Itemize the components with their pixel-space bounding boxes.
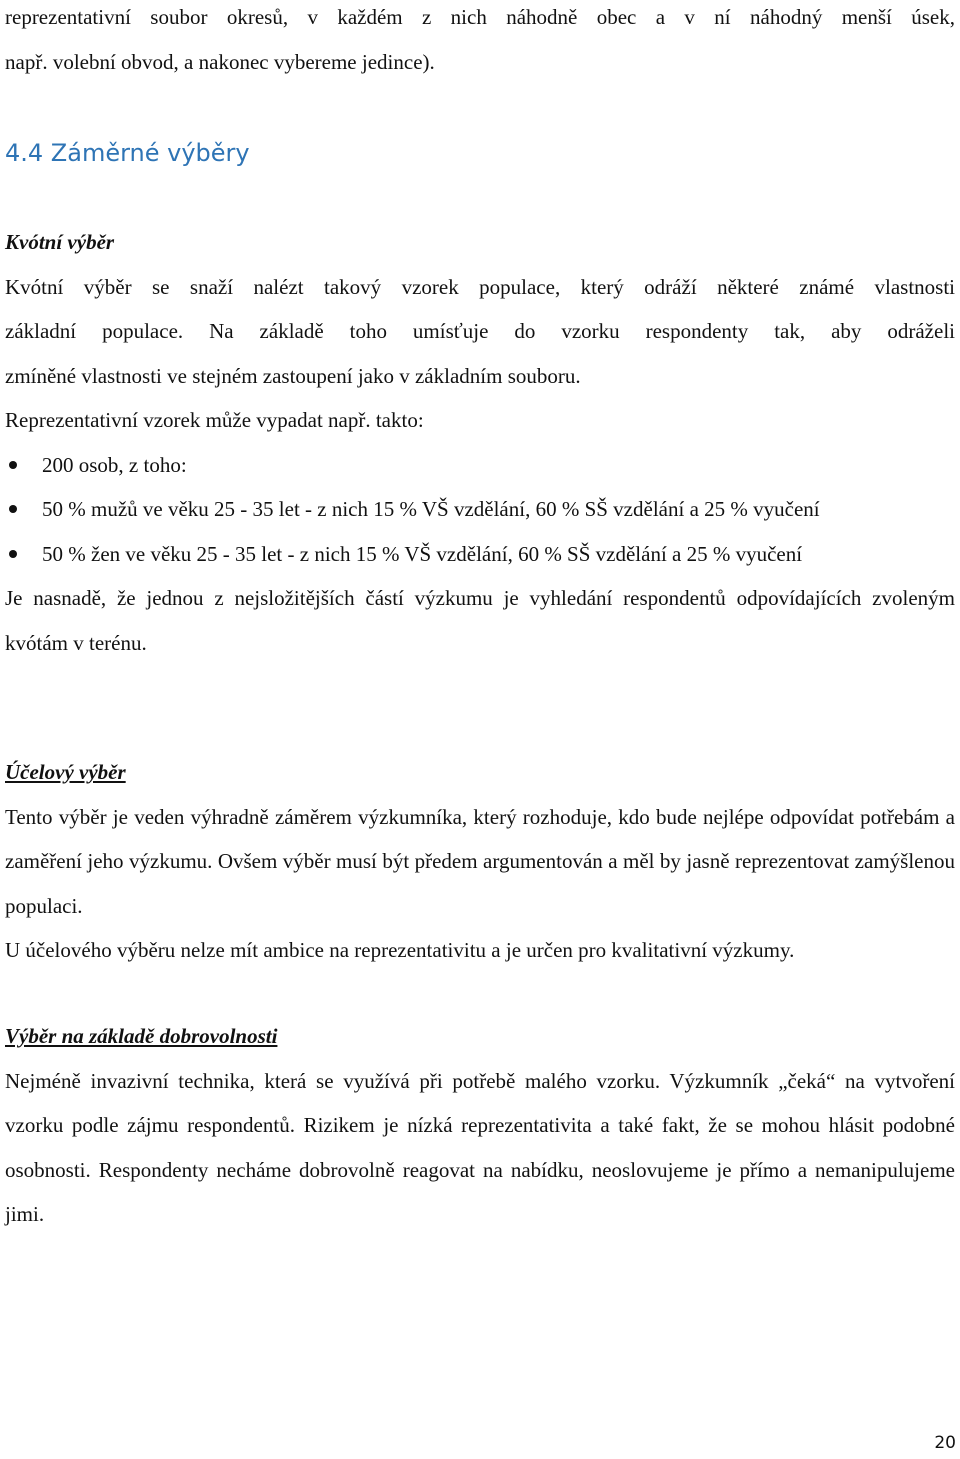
kvotni-para3: Je nasnadě, že jednou z nejsložitějších částí výzkumu je vyhledání respondentů odpovídajících zvoleným kvótám v terénu. bbox=[5, 586, 955, 655]
bullet-icon bbox=[9, 550, 17, 558]
kvotni-para1-line1: Kvótní výběr se snaží nalézt takový vzorek populace, který odráží některé známé vlastnosti bbox=[5, 274, 955, 299]
bullet-icon bbox=[9, 461, 17, 469]
section-ucelovy bbox=[5, 750, 955, 973]
list-item bbox=[5, 487, 955, 532]
intro-paragraph bbox=[5, 0, 955, 84]
section-dobrovolnost bbox=[5, 1014, 955, 1237]
kvotni-para2: Reprezentativní vzorek může vypadat např. takto: bbox=[5, 408, 424, 432]
ucelovy-para1: Tento výběr je veden výhradně záměrem výzkumníka, který rozhoduje, kdo bude nejlépe odpovídat potřebám a zaměření jeho výzkumu. Ovšem výběr musí být předem argumentován a měl by jasně reprezentovat zamýšlenou populaci. bbox=[5, 804, 955, 918]
bullet-text: 50 % žen ve věku 25 - 35 let - z nich 15 % VŠ vzdělání, 60 % SŠ vzdělání a 25 % vyučení bbox=[42, 541, 803, 566]
dobrovolnost-heading: Výběr na základě dobrovolnosti bbox=[5, 1024, 278, 1048]
bullet-icon bbox=[9, 505, 17, 513]
intro-line-2: např. volební obvod, a nakonec vybereme jedince). bbox=[5, 49, 435, 74]
section-kvotni bbox=[5, 220, 955, 665]
bullet-text: 200 osob, z toho: bbox=[42, 452, 187, 477]
ucelovy-heading: Účelový výběr bbox=[5, 760, 126, 784]
ucelovy-para2: U účelového výběru nelze mít ambice na reprezentativitu a je určen pro kvalitativní výzkumy. bbox=[5, 938, 795, 962]
kvotni-para1-line2: základní populace. Na základě toho umísťuje do vzorku respondenty tak, aby odráželi bbox=[5, 319, 955, 343]
dobrovolnost-para1: Nejméně invazivní technika, která se využívá při potřebě malého vzorku. Výzkumník „čeká“ na vytvoření vzorku podle zájmu respondentů. Rizikem je nízká reprezentativita a také fakt, že se mohou hlásit podobné osobnosti. Respondenty necháme dobrovolně reagovat na nabídku, neoslovujeme je přímo a nemanipulujeme jimi. bbox=[5, 1068, 955, 1226]
chapter-heading: 4.4 Záměrné výběry bbox=[5, 139, 250, 167]
kvotni-bullet-list bbox=[5, 443, 955, 577]
kvotni-heading: Kvótní výběr bbox=[5, 230, 115, 254]
list-item bbox=[5, 532, 955, 577]
list-item bbox=[5, 443, 955, 488]
intro-line-1: reprezentativní soubor okresů, v každém z nich náhodně obec a v ní náhodný menší úsek, bbox=[5, 5, 955, 29]
page-number: 20 bbox=[934, 1433, 956, 1453]
kvotni-para1-line3: zmíněné vlastnosti ve stejném zastoupení jako v základním souboru. bbox=[5, 363, 581, 388]
bullet-text: 50 % mužů ve věku 25 - 35 let - z nich 15 % VŠ vzdělání, 60 % SŠ vzdělání a 25 % vyučení bbox=[42, 497, 820, 521]
